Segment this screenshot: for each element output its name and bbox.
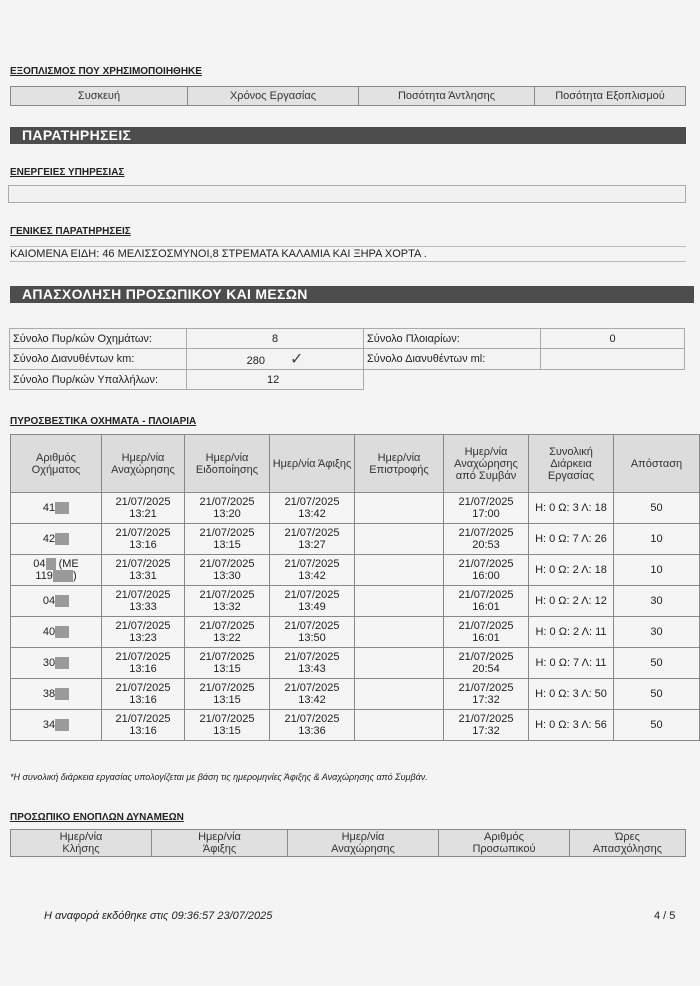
notification-cell: 21/07/2025 13:30 — [185, 555, 270, 586]
leave-incident-cell: 21/07/2025 16:01 — [444, 617, 529, 648]
arrival-cell: 21/07/2025 13:50 — [270, 617, 355, 648]
table-row — [11, 586, 700, 617]
redaction-block — [55, 719, 69, 731]
boats-total-label: Σύνολο Πλοιαρίων: — [364, 329, 541, 349]
departure-cell: 21/07/2025 13:16 — [102, 524, 185, 555]
report-issued-text: Η αναφορά εκδόθηκε στις 09:36:57 23/07/2025 — [44, 910, 273, 922]
return-cell — [355, 710, 444, 741]
col-notification: Ημερ/νία Ειδοποίησης — [185, 435, 270, 493]
duration-cell: H: 0 Ω: 7 Λ: 11 — [529, 648, 614, 679]
departure-cell: 21/07/2025 13:23 — [102, 617, 185, 648]
return-cell — [355, 679, 444, 710]
notification-cell: 21/07/2025 13:22 — [185, 617, 270, 648]
vehicle-id: 04 — [11, 586, 102, 617]
distance-cell: 30 — [614, 586, 700, 617]
vehicle-id: 38 — [11, 679, 102, 710]
remarks-banner: ΠΑΡΑΤΗΡΗΣΕΙΣ — [10, 127, 686, 144]
leave-incident-cell: 21/07/2025 16:00 — [444, 555, 529, 586]
vehicles-table — [10, 434, 700, 741]
duration-cell: H: 0 Ω: 2 Λ: 12 — [529, 586, 614, 617]
equipment-col-equip-qty: Ποσότητα Εξοπλισμού — [535, 87, 686, 106]
col-employment-hours: Ώρες Απασχόλησης — [570, 830, 686, 857]
distance-cell: 50 — [614, 493, 700, 524]
col-arrival: Ημερ/νία Άφιξης — [270, 435, 355, 493]
km-total-cell — [187, 349, 364, 370]
redaction-block — [53, 570, 73, 582]
col-total-duration: Συνολική Διάρκεια Εργασίας — [529, 435, 614, 493]
leave-incident-cell: 21/07/2025 16:01 — [444, 586, 529, 617]
table-row — [11, 617, 700, 648]
distance-cell: 50 — [614, 648, 700, 679]
redaction-block — [55, 533, 69, 545]
armed-forces-header-row — [11, 830, 686, 857]
col-departure-date: Ημερ/νία Αναχώρησης — [288, 830, 439, 857]
notification-cell: 21/07/2025 13:15 — [185, 648, 270, 679]
distance-cell: 10 — [614, 524, 700, 555]
duration-cell: H: 0 Ω: 2 Λ: 11 — [529, 617, 614, 648]
vehicles-total-label: Σύνολο Πυρ/κών Οχημάτων: — [10, 329, 187, 349]
employment-summary-table — [9, 328, 685, 390]
km-total-value: 280 — [246, 355, 265, 367]
vehicles-header-row — [11, 435, 700, 493]
page-number: 4 / 5 — [654, 910, 676, 922]
departure-cell: 21/07/2025 13:16 — [102, 679, 185, 710]
vehicle-id: 42 — [11, 524, 102, 555]
duration-cell: H: 0 Ω: 3 Λ: 56 — [529, 710, 614, 741]
equipment-header-row — [11, 87, 686, 106]
general-remarks-label: ΓΕΝΙΚΕΣ ΠΑΡΑΤΗΡΗΣΕΙΣ — [10, 226, 131, 237]
ml-total-label: Σύνολο Διανυθέντων ml: — [364, 349, 541, 370]
redaction-block — [55, 626, 69, 638]
arrival-cell: 21/07/2025 13:42 — [270, 493, 355, 524]
notification-cell: 21/07/2025 13:15 — [185, 524, 270, 555]
vehicle-id: 30 — [11, 648, 102, 679]
departure-cell: 21/07/2025 13:31 — [102, 555, 185, 586]
armed-forces-table — [10, 829, 686, 857]
vehicle-id: 40 — [11, 617, 102, 648]
redaction-block — [55, 502, 69, 514]
duration-cell: H: 0 Ω: 3 Λ: 50 — [529, 679, 614, 710]
table-row — [11, 648, 700, 679]
vehicle-id: 41 — [11, 493, 102, 524]
col-personnel-count: Αριθμός Προσωπικού — [439, 830, 570, 857]
return-cell — [355, 493, 444, 524]
departure-cell: 21/07/2025 13:16 — [102, 648, 185, 679]
return-cell — [355, 586, 444, 617]
redaction-block — [55, 595, 69, 607]
km-total-label: Σύνολο Διανυθέντων km: — [10, 349, 187, 370]
vehicle-id: 04 (ΜΕ 119 ) — [11, 555, 102, 586]
distance-cell: 10 — [614, 555, 700, 586]
return-cell — [355, 648, 444, 679]
redaction-block — [55, 657, 69, 669]
table-row — [11, 524, 700, 555]
return-cell — [355, 524, 444, 555]
staff-total-value: 12 — [187, 370, 364, 390]
distance-cell: 50 — [614, 710, 700, 741]
equipment-col-pump-qty: Ποσότητα Άντλησης — [359, 87, 535, 106]
leave-incident-cell: 21/07/2025 20:54 — [444, 648, 529, 679]
col-return: Ημερ/νία Επιστροφής — [355, 435, 444, 493]
arrival-cell: 21/07/2025 13:36 — [270, 710, 355, 741]
duration-cell: H: 0 Ω: 2 Λ: 18 — [529, 555, 614, 586]
departure-cell: 21/07/2025 13:33 — [102, 586, 185, 617]
general-remarks-text: ΚΑΙΟΜΕΝΑ ΕΙΔΗ: 46 ΜΕΛΙΣΣΟΣΜΥΝΟΙ,8 ΣΤΡΕΜΑΤΑ ΚΑΛΑΜΙΑ ΚΑΙ ΞΗΡΑ ΧΟΡΤΑ . — [10, 246, 686, 262]
col-call-date: Ημερ/νία Κλήσης — [11, 830, 152, 857]
col-distance: Απόσταση — [614, 435, 700, 493]
notification-cell: 21/07/2025 13:15 — [185, 710, 270, 741]
distance-cell: 50 — [614, 679, 700, 710]
leave-incident-cell: 21/07/2025 17:00 — [444, 493, 529, 524]
notification-cell: 21/07/2025 13:20 — [185, 493, 270, 524]
redaction-block — [55, 688, 69, 700]
equipment-col-device: Συσκευή — [11, 87, 188, 106]
equipment-table — [10, 86, 686, 106]
duration-cell: H: 0 Ω: 7 Λ: 26 — [529, 524, 614, 555]
table-row — [11, 710, 700, 741]
service-actions-box — [8, 185, 686, 203]
arrival-cell: 21/07/2025 13:42 — [270, 679, 355, 710]
table-row — [11, 493, 700, 524]
equipment-col-work-time: Χρόνος Εργασίας — [188, 87, 359, 106]
return-cell — [355, 555, 444, 586]
vehicle-id: 34 — [11, 710, 102, 741]
arrival-cell: 21/07/2025 13:49 — [270, 586, 355, 617]
arrival-cell: 21/07/2025 13:42 — [270, 555, 355, 586]
col-vehicle-number: Αριθμός Οχήματος — [11, 435, 102, 493]
return-cell — [355, 617, 444, 648]
service-actions-label: ΕΝΕΡΓΕΙΕΣ ΥΠΗΡΕΣΙΑΣ — [10, 167, 125, 178]
col-departure: Ημερ/νία Αναχώρησης — [102, 435, 185, 493]
distance-cell: 30 — [614, 617, 700, 648]
notification-cell: 21/07/2025 13:15 — [185, 679, 270, 710]
ml-total-value — [541, 349, 685, 370]
armed-forces-section-title: ΠΡΟΣΩΠΙΚΟ ΕΝΟΠΛΩΝ ΔΥΝΑΜΕΩΝ — [10, 812, 184, 823]
duration-cell: H: 0 Ω: 3 Λ: 18 — [529, 493, 614, 524]
vehicles-section-title: ΠΥΡΟΣΒΕΣΤΙΚΑ ΟΧΗΜΑΤΑ - ΠΛΟΙΑΡΙΑ — [10, 416, 197, 427]
employment-banner: ΑΠΑΣΧΟΛΗΣΗ ΠΡΟΣΩΠΙΚΟΥ ΚΑΙ ΜΕΣΩΝ — [10, 286, 694, 303]
col-arrival-date: Ημερ/νία Άφιξης — [152, 830, 288, 857]
leave-incident-cell: 21/07/2025 20:53 — [444, 524, 529, 555]
leave-incident-cell: 21/07/2025 17:32 — [444, 710, 529, 741]
arrival-cell: 21/07/2025 13:27 — [270, 524, 355, 555]
checkmark-icon: ✓ — [290, 351, 304, 368]
arrival-cell: 21/07/2025 13:43 — [270, 648, 355, 679]
boats-total-value: 0 — [541, 329, 685, 349]
table-row — [11, 555, 700, 586]
col-leave-incident: Ημερ/νία Αναχώρησης από Συμβάν — [444, 435, 529, 493]
duration-footnote: *Η συνολική διάρκεια εργασίας υπολογίζεται με βάση τις ημερομηνίες Άφιξης & Αναχώρησης από Συμβάν. — [10, 772, 428, 782]
departure-cell: 21/07/2025 13:16 — [102, 710, 185, 741]
equipment-section-title: ΕΞΟΠΛΙΣΜΟΣ ΠΟΥ ΧΡΗΣΙΜΟΠΟΙΗΘΗΚΕ — [10, 66, 202, 77]
table-row — [11, 679, 700, 710]
notification-cell: 21/07/2025 13:32 — [185, 586, 270, 617]
leave-incident-cell: 21/07/2025 17:32 — [444, 679, 529, 710]
vehicles-total-value: 8 — [187, 329, 364, 349]
staff-total-label: Σύνολο Πυρ/κών Υπαλλήλων: — [10, 370, 187, 390]
redaction-block — [46, 558, 56, 570]
departure-cell: 21/07/2025 13:21 — [102, 493, 185, 524]
